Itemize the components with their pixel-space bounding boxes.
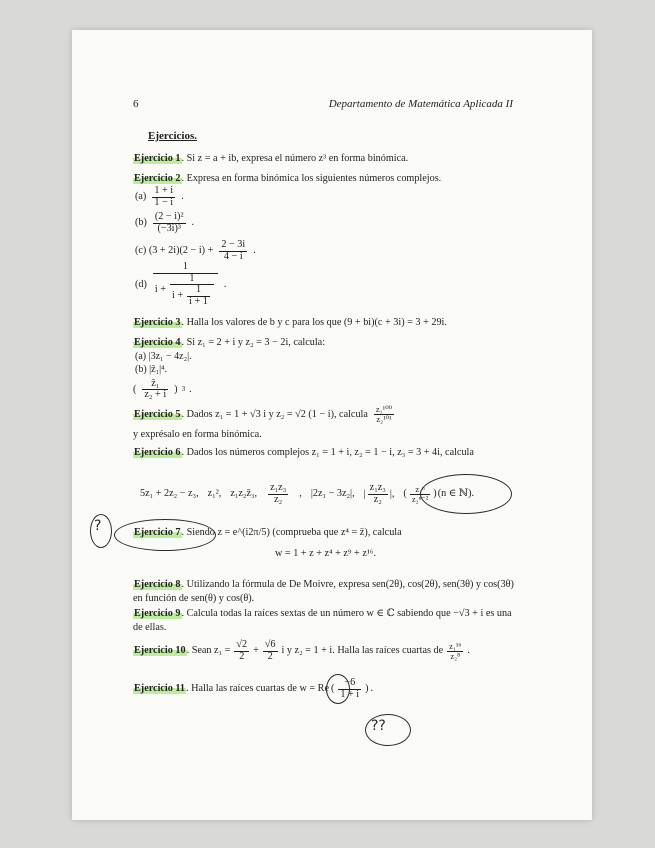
exercise-2b: (b) $\frac{\text{(2 − i)²}}{\text{(−3i)³}}$ . bbox=[135, 211, 195, 234]
exercise-2d: (d) 1 i + 1 i + $\frac{1}{i + 1}$ . bbox=[135, 261, 227, 308]
exercise-8 bbox=[133, 578, 518, 606]
exercise-text: . Si z₁ = 2 + i y z₂ = 3 − 2i, calcula: bbox=[181, 337, 326, 348]
exercise-3 bbox=[133, 316, 518, 330]
exercise-label: Ejercicio 4 bbox=[134, 337, 181, 348]
department-name: Departamento de Matemática Aplicada II bbox=[328, 98, 513, 110]
section-title: Ejercicios. bbox=[148, 130, 197, 142]
exercise-label: Ejercicio 2 bbox=[134, 173, 181, 184]
exercise-4 bbox=[133, 336, 518, 401]
exercise-9 bbox=[133, 607, 518, 635]
exercise-label: Ejercicio 11 bbox=[134, 683, 186, 695]
page-header bbox=[133, 98, 513, 110]
ink-circle-annotation bbox=[326, 674, 350, 704]
exercise-label: Ejercicio 5 bbox=[134, 408, 181, 420]
exercise-5: Ejercicio 5. Dados z₁ = 1 + √3 i y z₂ = √2 (1 − i), calcula $\frac{\text{z₁¹⁰⁰}}{\text{z₂¹⁰¹}}$ y exprésalo en forma binómica. bbox=[133, 404, 393, 440]
exercise-label: Ejercicio 3 bbox=[134, 317, 181, 328]
exercise-label: Ejercicio 9 bbox=[134, 608, 181, 619]
exercise-text: . Siendo z = e^(i2π/5) (comprueba que z⁴ = z̄), calcula bbox=[181, 527, 402, 538]
exercise-text: . Dados los números complejos z₁ = 1 + i, z₂ = 1 − i, z₃ = 3 + 4i, calcula bbox=[181, 447, 474, 458]
exercise-label: Ejercicio 8 bbox=[134, 579, 181, 590]
exercise-4a: (a) |3z₁ − 4z₂|. bbox=[135, 350, 192, 362]
exercise-10: Ejercicio 10. Sean z₁ = $\frac{√2}{2}$ + $\frac{√6}{2}$ i y z₂ = 1 + i. Halla las raíces cuartas de $\frac{\text{z₁¹⁶}}{\text{z₂⁸}}$ . bbox=[134, 639, 470, 662]
exercise-7-formula: w = 1 + z + z⁴ + z⁹ + z¹⁶. bbox=[275, 548, 376, 559]
exercise-11: Ejercicio 11. Halla las raíces cuartas de w = Re ( $\frac{-6}{1 + i}$ ) . bbox=[134, 677, 374, 700]
exercise-2c: (c) (3 + 2i)(2 − i) + $\frac{2 - 3i}{4 - i}$ . bbox=[135, 239, 256, 262]
exercise-2a: (a) $\frac{1 + i}{1 - i}$ . bbox=[135, 185, 184, 208]
margin-question-mark: ? bbox=[94, 518, 102, 534]
exercise-text: . Halla los valores de b y c para los que (9 + bi)(c + 3i) = 3 + 29i. bbox=[181, 317, 447, 328]
exercise-label: Ejercicio 6 bbox=[134, 447, 181, 458]
exercise-6-expressions: 5z₁ + 2z₂ − z₃, z₁², z₁z₂z̄₃, $\frac{\text{z₁z₃}}{\text{z₂}}$ , |2z₁ − 3z₂|, | $\frac{\text{z₁z₃}}{\text{z₂}}$ |, ( $\frac{\text{z₁ⁿ}}{\text{z₂ⁿ⁻²}}$ ) (n ∈ ℕ). bbox=[140, 482, 475, 505]
exercise-label: Ejercicio 1 bbox=[134, 153, 181, 164]
exercise-text: . Calcula todas la raíces sextas de un número w ∈ ℂ sabiendo que −√3 + i es una de ellas. bbox=[133, 608, 512, 633]
ink-circle-annotation bbox=[420, 474, 512, 514]
exercise-4b: (b) |z̄₁|⁴. bbox=[135, 364, 168, 376]
page-number: 6 bbox=[133, 98, 139, 110]
exercise-label: Ejercicio 10 bbox=[134, 645, 186, 657]
bottom-question-marks: ?? bbox=[371, 718, 386, 734]
exercise-2 bbox=[133, 172, 518, 186]
exercise-4c: ( $\frac{\text{z̄₁}}{\text{z₂ + i}}$ ) 3 . bbox=[133, 377, 192, 401]
exercise-7 bbox=[133, 526, 518, 540]
exercise-text: . Si z = a + ib, expresa el número z³ en forma binómica. bbox=[181, 153, 409, 164]
exercise-text: . Expresa en forma binómica los siguientes números complejos. bbox=[181, 173, 442, 184]
exercise-1 bbox=[133, 152, 518, 166]
exercise-text: . Utilizando la fórmula de De Moivre, expresa sen(2θ), cos(2θ), sen(3θ) y cos(3θ) en función de sen(θ) y cos(θ). bbox=[133, 579, 514, 604]
exercise-label: Ejercicio 7 bbox=[134, 527, 181, 538]
exercise-6 bbox=[133, 446, 518, 460]
